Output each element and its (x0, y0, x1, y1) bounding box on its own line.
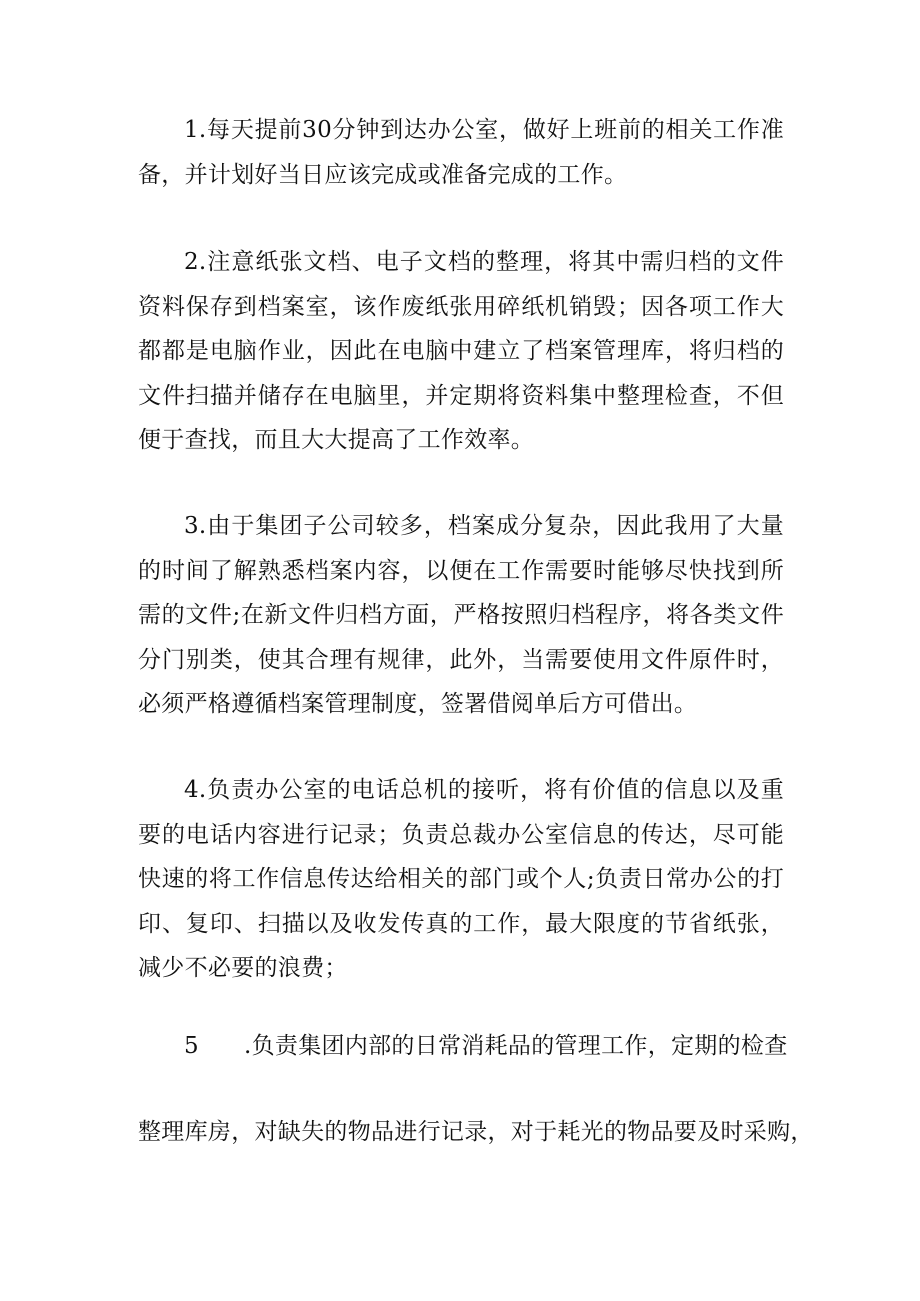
paragraph-5-first-line (184, 1024, 788, 1069)
paragraph-3: 3.由于集团子公司较多，档案成分复杂，因此我用了大量的时间了解熟悉档案内容，以便在工作需要时能够尽快找到所需的文件;在新文件归档方面，严格按照归档程序，将各类文件分门别类，使其合理有规律，此外，当需要使用文件原件时，必须严格遵循档案管理制度，签署借阅单后方可借出。 (138, 513, 784, 717)
paragraph-5-text: .负责集团内部的日常消耗品的管理工作，定期的检查 (244, 1033, 788, 1059)
paragraph-5-continuation: 整理库房，对缺失的物品进行记录，对于耗光的物品要及时采购， (138, 1119, 814, 1145)
paragraph-2: 2.注意纸张文档、电子文档的整理，将其中需归档的文件资料保存到档案室，该作废纸张用碎纸机销毁；因各项工作大都都是电脑作业，因此在电脑中建立了档案管理库，将归档的文件扫描并储存在电脑里，并定期将资料集中整理检查，不但便于查找，而且大大提高了工作效率。 (138, 249, 784, 453)
paragraph-4: 4.负责办公室的电话总机的接听，将有价值的信息以及重要的电话内容进行记录；负责总裁办公室信息的传达，尽可能快速的将工作信息传达给相关的部门或个人;负责日常办公的打印、复印、扫描以及收发传真的工作，最大限度的节省纸张，减少不必要的浪费； (138, 777, 784, 981)
paragraph-5-number: 5 (184, 1033, 199, 1059)
paragraph-1: 1.每天提前30分钟到达办公室，做好上班前的相关工作准备，并计划好当日应该完成或准备完成的工作。 (138, 117, 784, 188)
